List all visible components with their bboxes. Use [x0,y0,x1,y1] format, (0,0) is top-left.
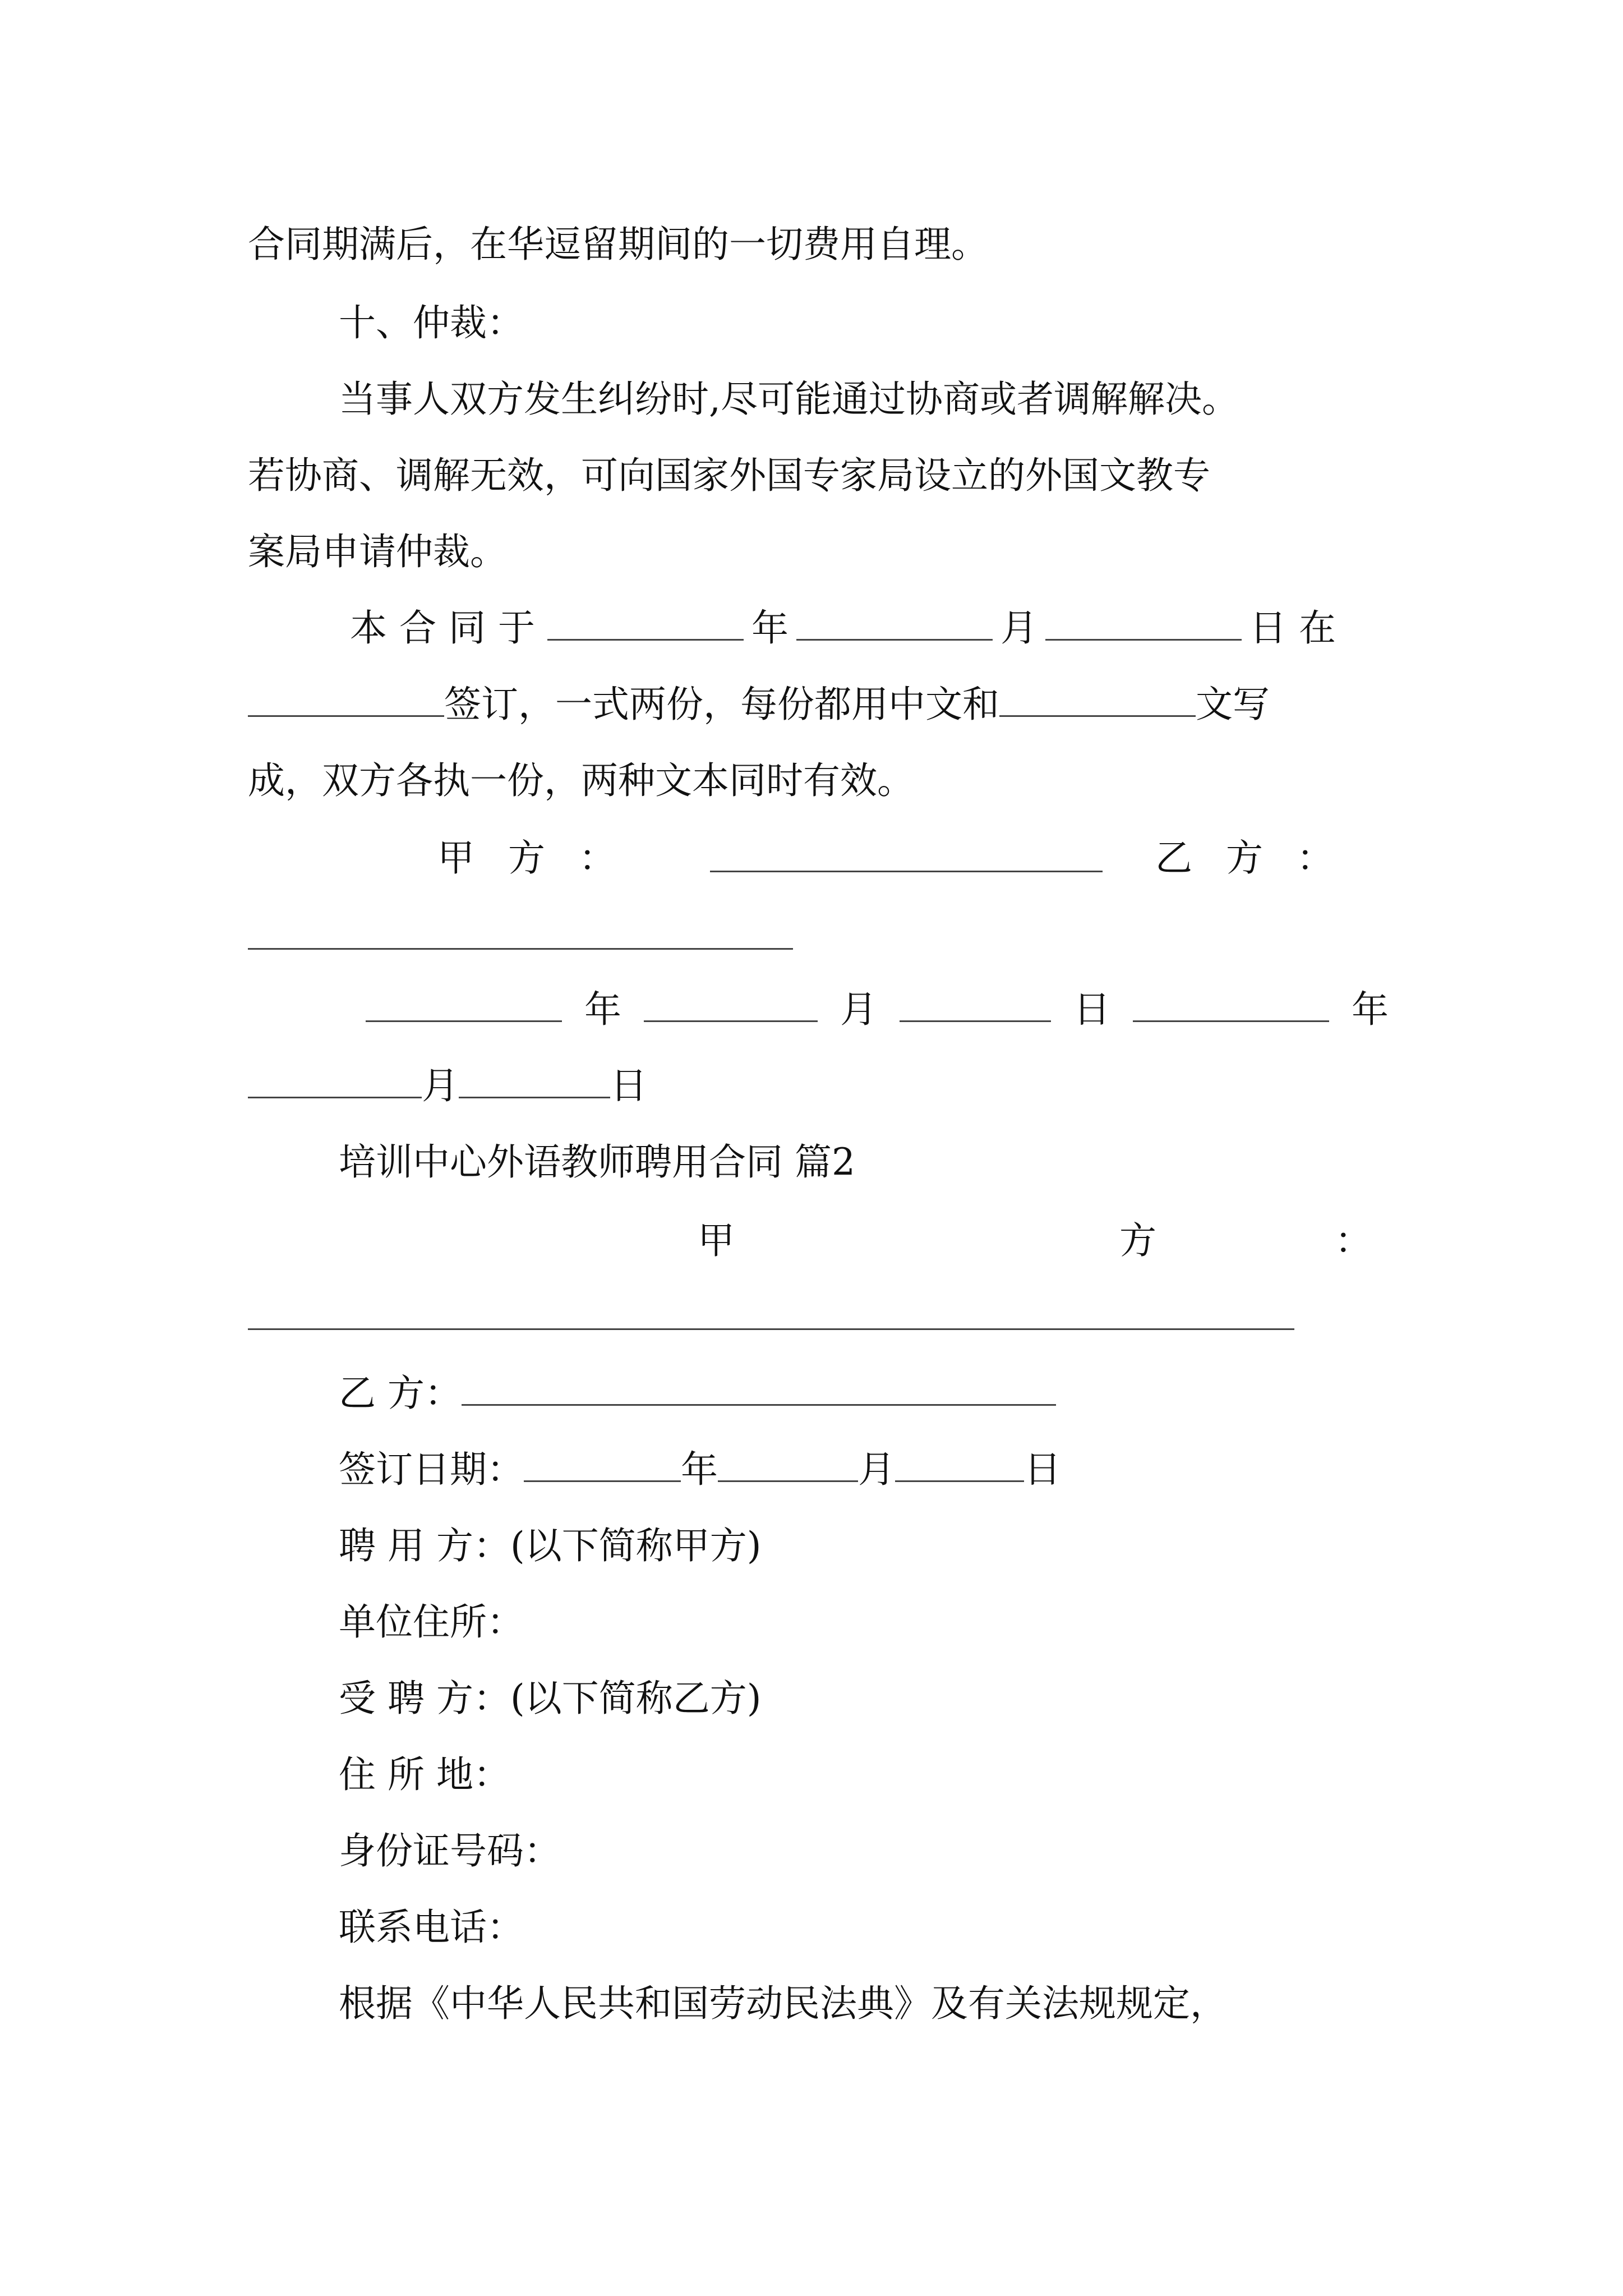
blank-sign-year [524,1449,681,1482]
employer-line: 聘 用 方：(以下简称甲方) [339,1524,762,1567]
party-a-colon: ： [1335,1219,1372,1262]
party-b-blank-2 [462,1373,1056,1406]
blank-year-a [366,989,562,1022]
employer-address-line: 单位住所： [339,1600,524,1644]
text-line-arbitration-bureau: 案局申请仲裁。 [248,530,507,573]
text-line-fees: 合同期满后，在华逗留期间的一切费用自理。 [248,223,988,266]
party-b-label-2: 乙 方： [339,1372,462,1415]
blank-place [248,684,444,717]
blank-year-b [1133,989,1329,1022]
day-label-a: 日 [1073,988,1110,1031]
month-label-b: 月 [422,1064,459,1107]
language-suffix: 文写 [1196,683,1270,726]
text-line-signing-date [350,606,1348,651]
blank-sign-month [718,1449,858,1482]
text-line-dispute: 当事人双方发生纠纷时,尽可能通过协商或者调解解决。 [339,378,1239,421]
month-label: 月 [1000,606,1038,650]
party-a-char-jia: 甲 [698,1219,735,1262]
signing-date-label: 签订日期： [339,1448,524,1491]
blank-day [1045,608,1242,641]
text-line-dates-cont [248,1064,647,1108]
blank-month-b [248,1065,422,1098]
blank-month-a [644,989,818,1022]
phone-line: 联系电话： [339,1906,524,1949]
blank-month [796,608,993,641]
section-heading-arbitration: 十、仲裁： [339,301,524,344]
blank-day-a [900,989,1051,1022]
blank-year [547,608,744,641]
party-b-label: 乙方： [1155,836,1367,880]
party-b-blank [248,948,793,950]
id-number-line: 身份证号码： [339,1829,561,1872]
employee-address-line: 住 所 地： [339,1753,510,1796]
signing-date-line [339,1447,1061,1492]
party-b-line [339,1371,1056,1416]
sign-day-label: 日 [1024,1448,1061,1491]
month-label-a: 月 [840,988,877,1031]
blank-language [999,684,1196,717]
party-a-blank [710,871,1103,872]
text-line-mediation: 若协商、调解无效，可向国家外国专家局设立的外国文教专 [248,454,1210,497]
blank-sign-day [895,1449,1024,1482]
sign-year-label: 年 [681,1448,718,1491]
text-line-signing-place [248,682,1270,727]
party-a-label: 甲方： [437,836,649,880]
signing-date-prefix: 本合同于 [350,606,547,650]
text-line-dates [366,987,1389,1032]
legal-basis-line: 根据《中华人民共和国劳动民法典》及有关法规规定， [339,1982,1227,2025]
day-at-label: 日在 [1249,606,1348,650]
sign-month-label: 月 [858,1448,895,1491]
employee-line: 受 聘 方：(以下简称乙方) [339,1677,762,1720]
text-line-validity: 成，双方各执一份，两种文本同时有效。 [248,759,914,802]
signing-place-text: 签订，一式两份，每份都用中文和 [444,683,999,726]
blank-day-b [459,1065,610,1098]
year-label-b: 年 [1352,988,1389,1031]
day-label-b: 日 [610,1064,647,1107]
party-a-full-blank [248,1328,1294,1330]
year-label-a: 年 [584,988,621,1031]
section-title-part-2: 培训中心外语教师聘用合同 篇2 [339,1140,855,1184]
party-a-char-fang: 方 [1119,1219,1156,1262]
year-label: 年 [751,606,789,650]
